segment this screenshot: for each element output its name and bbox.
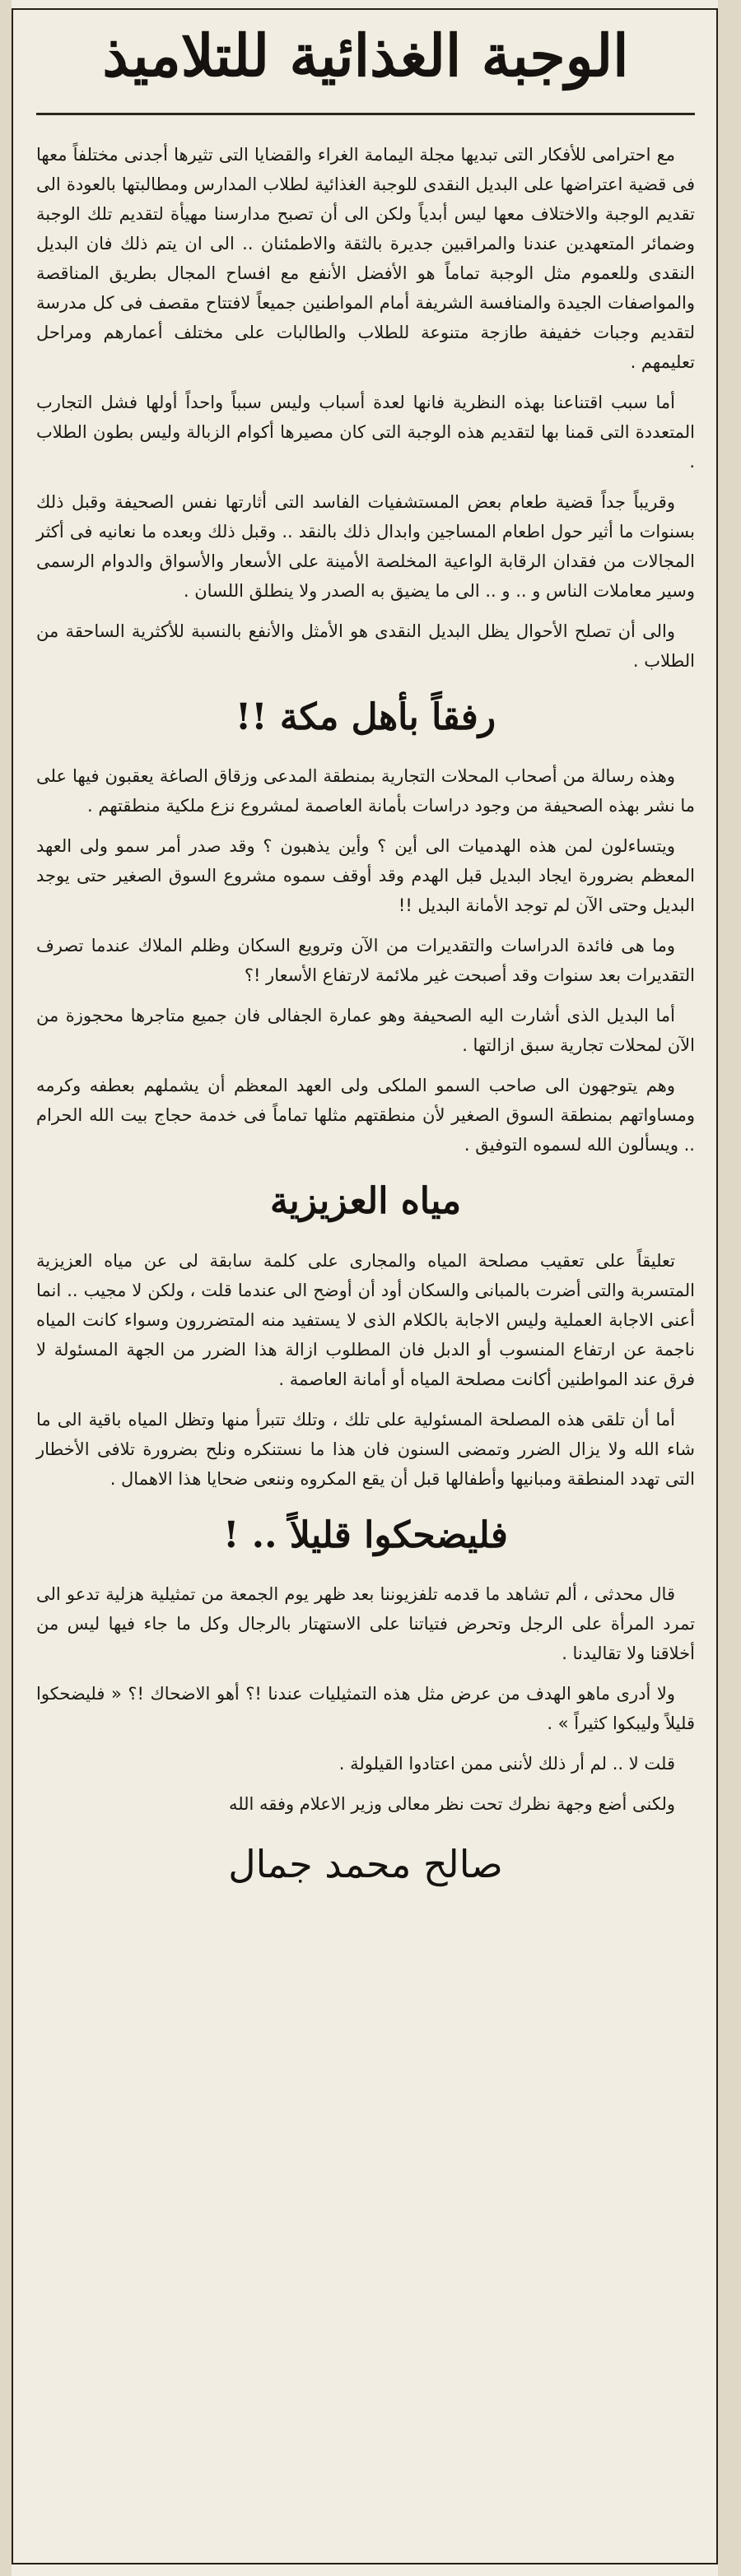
paragraph: أما البديل الذى أشارت اليه الصحيفة وهو عمارة الجفالى فان جميع متاجرها محجوزة من الآن لمحلات تجارية سبق ازالتها .	[36, 1006, 695, 1056]
paragraph: ولكنى أضع وجهة نظرك تحت نظر معالى وزير الاعلام وفقه الله	[228, 1794, 675, 1815]
paragraph: وما هى فائدة الدراسات والتقديرات من الآن وترويع السكان وظلم الملاك عندما تصرف التقديرات بعد سنوات وقد أصبحت غير ملائمة لارتفاع الأسعار !؟	[36, 936, 695, 986]
section-aziziyah-water	[36, 1181, 695, 1494]
paragraph: تعليقاً على تعقيب مصلحة المياه والمجارى على كلمة سابقة لى عن مياه العزيزية المتسربة والتى أضرت بالمبانى والسكان أود أن أوضح الى عندما قلت ، ولكن لا مجيب .. انما أعنى الاجابة العملية وليس الاجابة بالكلام الذى لا يستفيد منه المتضررون وسواء كانت المياه ناجمة عن ارتفاع المنسوب أو الدبل فان المطلوب ازالة هذا الضرر من الجهة المسئولة لا فرق عند المواطنين أكانت مصلحة المياه أو أمانة العاصمة .	[36, 1250, 695, 1389]
paragraph: وقريباً جداً قضية طعام بعض المستشفيات الفاسد التى أثارتها نفس الصحيفة وقبل ذلك بسنوات ما أثير حول اطعام المساجين وابدال ذلك بالنقد .. وقبل ذلك وبعده ما نعانيه فى أكثر المجالات من فقدان الرقابة الواعية المخلصة الأمينة على الأسعار والأسواق والدوام الرسمى وسير معاملات الناس و .. و .. الى ما يضيق به الصدر ولا ينطلق اللسان .	[36, 491, 695, 601]
section-heading: مياه العزيزية	[269, 1180, 462, 1223]
paragraph: وهم يتوجهون الى صاحب السمو الملكى ولى العهد المعظم أن يشملهم بعطفه وكرمه ومساواتهم بمنطقة السوق الصغير لأن منطقتهم مثلها تماماً فى خدمة حجاج بيت الله الحرام .. ويسألون الله لسموه التوفيق .	[36, 1076, 695, 1155]
paragraph: مع احترامى للأفكار التى تبديها مجلة اليمامة الغراء والقضايا التى تثيرها أجدنى مختلفاً معها فى قضية اعتراضها على البديل النقدى للوجبة الغذائية لطلاب المدارس ومطالبتها بالعودة الى تقديم الوجبة والاختلاف معها ليس أبدياً ولكن الى أن تصبح مدارسنا مهيأة لتقديم تلك الوجبة وضمائر المتعهدين عندنا والمراقبين جديرة بالثقة والاطمئنان .. الى ان يتم ذلك فان البديل النقدى وللعموم مثل الوجبة تماماً هو الأفضل الأنفع مع افساح المجال بطريق المناقصة والمواصفات الجيدة والمنافسة الشريفة أمام المواطنين جميعاً لافتتاح مقصف فى كل مدرسة لتقديم وجبات خفيفة طازجة متنوعة للطلاب والطالبات على مختلف أعمارهم ومراحل تعليمهم .	[36, 144, 695, 372]
section-heading: فليضحكوا قليلاً .. !	[223, 1514, 508, 1556]
section-meal	[36, 140, 695, 676]
paragraph: والى أن تصلح الأحوال يظل البديل النقدى هو الأمثل والأنفع بالنسبة للأكثرية الساحقة من الطلاب .	[36, 621, 695, 671]
paragraph: ولا أدرى ماهو الهدف من عرض مثل هذه التمثيليات عندنا !؟ أهو الاضحاك !؟ « فليضحكوا قليلاً وليبكوا كثيراً » .	[36, 1684, 695, 1734]
paragraph: قال محدثى ، ألم تشاهد ما قدمه تلفزيوننا بعد ظهر يوم الجمعة من تمثيلية هزلية تدعو الى تمرد المرأة على الرجل وتحرض فتياتنا على الاستهتار بالرجال وكل ما جاء فيها ليس من أخلاقنا ولا تقاليدنا .	[36, 1584, 695, 1664]
section-laugh	[36, 1515, 695, 1820]
scan-edge-right	[718, 0, 741, 2576]
section-heading: رفقاً بأهل مكة !!	[235, 695, 496, 738]
author-signature: صالح محمد جمال	[228, 1842, 503, 1887]
paragraph: وهذه رسالة من أصحاب المحلات التجارية بمنطقة المدعى وزقاق الصاغة يعقبون فيها على ما نشر بهذه الصحيفة من وجود دراسات بأمانة العاصمة لمشروع نزع ملكية منطقتهم .	[36, 766, 695, 816]
section-makkah	[36, 697, 695, 1160]
scan-edge-left	[0, 0, 12, 2576]
article-column	[36, 15, 695, 1886]
paragraph: قلت لا .. لم أر ذلك لأننى ممن اعتادوا القيلولة .	[338, 1754, 675, 1774]
paragraph: أما أن تلقى هذه المصلحة المسئولية على تلك ، وتلك تتبرأ منها وتظل المياه باقية الى ما شاء الله ولا يزال الضرر وتمضى السنون فان هذا ما نستنكره ونلح بضرورة تلافى الأخطار التى تهدد المنطقة ومبانيها وأطفالها قبل أن يقع المكروه وننعى ضحايا هذا الاهمال .	[36, 1409, 695, 1489]
main-title: الوجبة الغذائية للتلاميذ	[36, 15, 695, 115]
paragraph: أما سبب اقتناعنا بهذه النظرية فانها لعدة أسباب وليس سبباً واحداً أولها فشل التجارب المتعددة التى قمنا بها لتقديم هذه الوجبة التى كان مصيرها أكوام الزبالة وليس بطون الطلاب .	[36, 392, 695, 472]
paragraph: ويتساءلون لمن هذه الهدميات الى أين ؟ وأين يذهبون ؟ وقد صدر أمر سمو ولى العهد المعظم بضرورة ايجاد البديل قبل الهدم وقد أوقف سموه مشروع السوق الصغير حتى يوجد البديل وحتى الآن لم توجد الأمانة البديل !!	[36, 836, 695, 916]
